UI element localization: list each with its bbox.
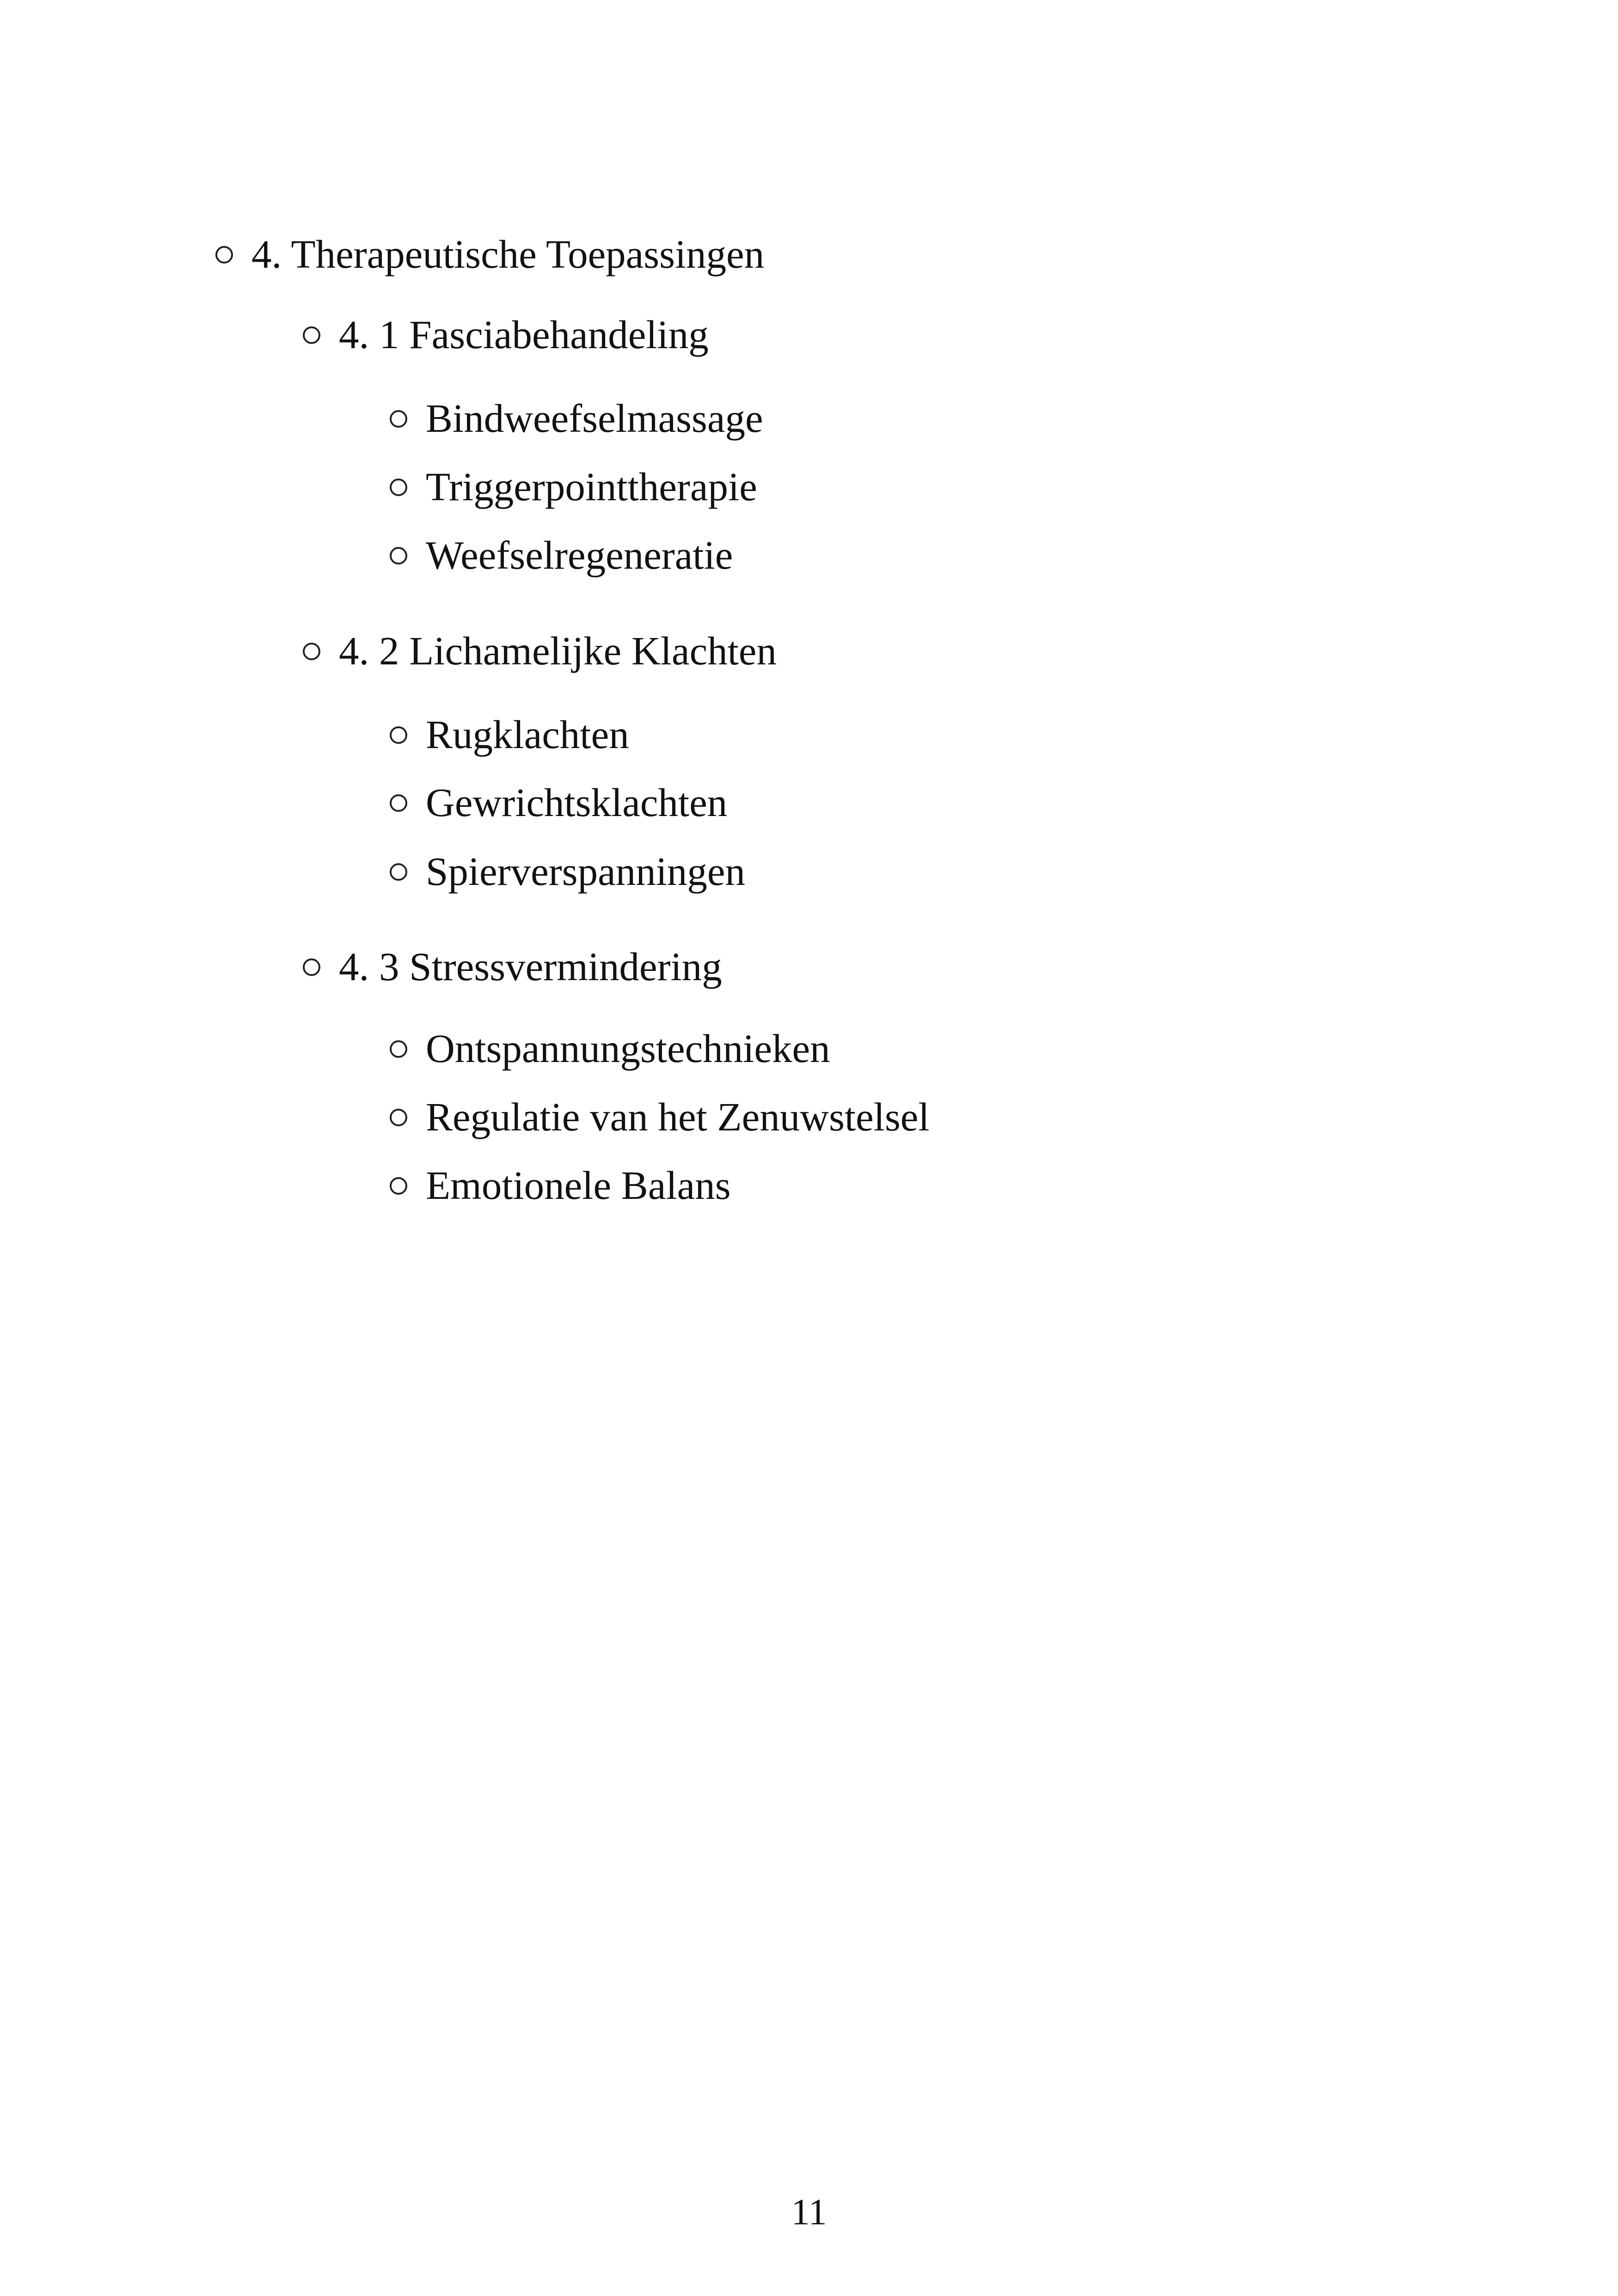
outline-title: 4. Therapeutische Toepassingen — [251, 232, 765, 276]
outline-item-level3 — [390, 780, 727, 826]
outline-item-level3 — [390, 848, 745, 895]
subitem-label: Triggerpointtherapie — [426, 464, 757, 509]
hollow-bullet-icon — [215, 246, 233, 264]
outline-item-level1 — [215, 231, 764, 277]
hollow-bullet-icon — [390, 547, 407, 565]
subitem-label: Bindweefselmassage — [426, 396, 763, 441]
subitem-label: Gewrichtsklachten — [426, 780, 728, 825]
subitem-label: Rugklachten — [426, 712, 629, 757]
outline-item-level2 — [303, 628, 777, 674]
hollow-bullet-icon — [390, 1109, 407, 1126]
outline-item-level3 — [390, 1094, 930, 1140]
hollow-bullet-icon — [390, 794, 407, 812]
section-label: 4. 1 Fasciabehandeling — [339, 312, 709, 357]
subitem-label: Ontspannungstechnieken — [426, 1026, 830, 1071]
section-label: 4. 3 Stressvermindering — [339, 944, 722, 989]
hollow-bullet-icon — [390, 726, 407, 744]
outline-item-level3 — [390, 1025, 830, 1072]
hollow-bullet-icon — [390, 863, 407, 881]
outline-item-level3 — [390, 712, 629, 758]
outline-item-level2 — [303, 944, 722, 990]
outline-item-level2 — [303, 312, 709, 358]
outline-item-level3 — [390, 464, 757, 510]
outline-item-level3 — [390, 532, 733, 578]
hollow-bullet-icon — [303, 326, 320, 344]
hollow-bullet-icon — [390, 1040, 407, 1058]
page-number: 11 — [791, 2192, 827, 2233]
subitem-label: Weefselregeneratie — [426, 533, 733, 577]
section-label: 4. 2 Lichamelijke Klachten — [339, 628, 777, 673]
outline-item-level3 — [390, 395, 763, 442]
subitem-label: Spierverspanningen — [426, 849, 745, 894]
hollow-bullet-icon — [390, 479, 407, 496]
subitem-label: Emotionele Balans — [426, 1163, 731, 1208]
subitem-label: Regulatie van het Zenuwstelsel — [426, 1094, 930, 1139]
hollow-bullet-icon — [303, 958, 320, 976]
hollow-bullet-icon — [390, 410, 407, 428]
outline-item-level3 — [390, 1162, 731, 1209]
hollow-bullet-icon — [303, 643, 320, 660]
hollow-bullet-icon — [390, 1177, 407, 1195]
